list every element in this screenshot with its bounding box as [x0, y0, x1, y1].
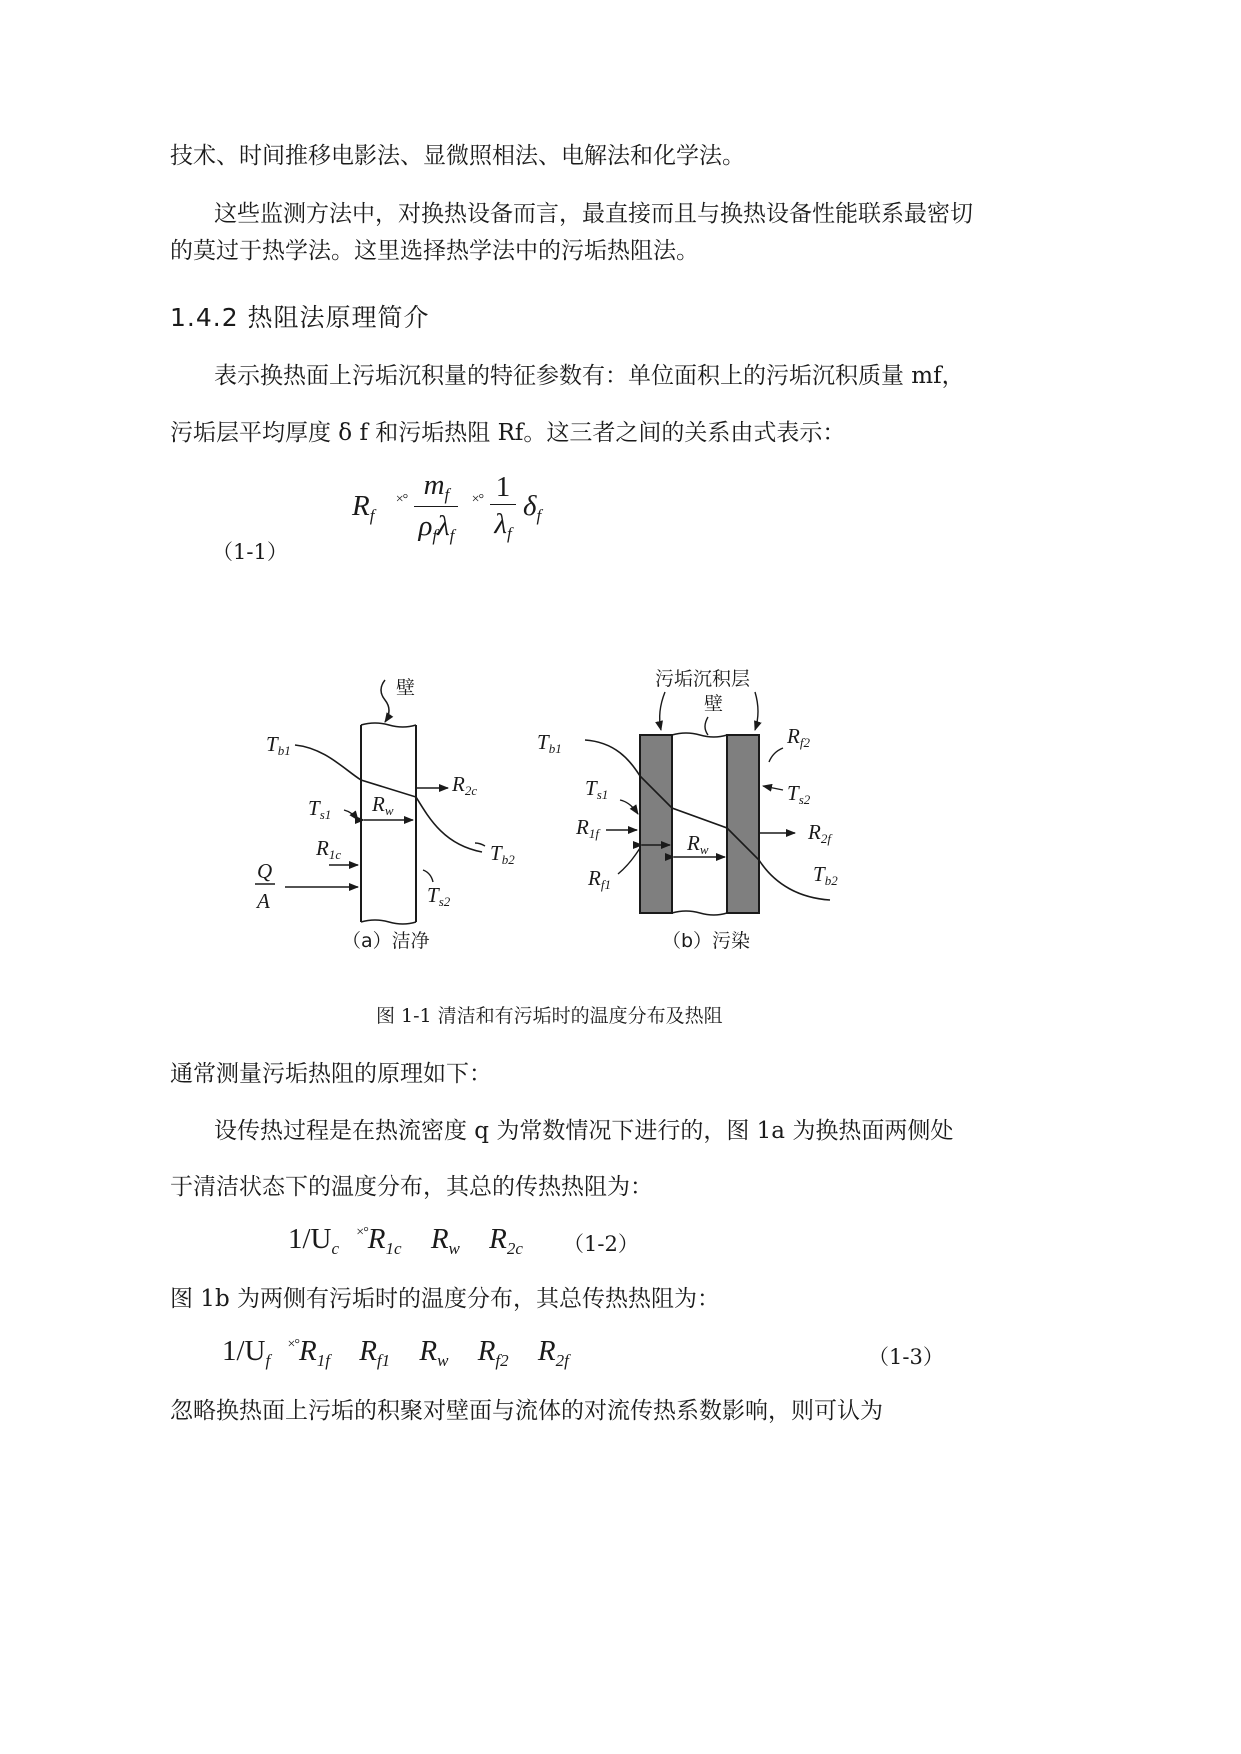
- figure-b-fouled: [537, 668, 838, 952]
- equation-1-3: $1/U_f$ $^{\times^\circ}R_{1f}$ $R_{f1}$ $R_w$ $R_{f2}$ $R_{2f}$: [222, 1335, 569, 1370]
- label-rw-a: Rw: [372, 792, 394, 818]
- label-r1c-a: R1c: [316, 836, 342, 862]
- paragraph-assumption: 忽略换热面上污垢的积聚对壁面与流体的对流传热系数影响，则可认为: [170, 1398, 883, 1424]
- paragraph-principle-intro: 通常测量污垢热阻的原理如下：: [170, 1061, 492, 1087]
- label-a-a: A: [257, 889, 270, 913]
- paragraph-clean-line2: 于清洁状态下的温度分布，其总的传热热阻为：: [170, 1174, 653, 1200]
- equation-1-2: $1/U_c$ $^{\times^\circ}R_{1c}$ $R_w$ $R_{2c}$: [288, 1223, 523, 1258]
- label-rf1-b: Rf1: [588, 866, 611, 892]
- label-r2c-a: R2c: [452, 772, 478, 798]
- equation-1-2-number: （1-2）: [563, 1232, 639, 1256]
- figure-temperature-distribution: [230, 660, 870, 960]
- label-wall-b: 壁: [704, 693, 724, 715]
- fouling-layer-right: [727, 735, 759, 913]
- paragraph-clean-line1: 设传热过程是在热流密度 q 为常数情况下进行的，图 1a 为换热面两侧处: [214, 1118, 954, 1144]
- figure-a-clean: [255, 677, 515, 952]
- label-ts1-a: Ts1: [308, 796, 332, 822]
- paragraph-parameters-line1: 表示换热面上污垢沉积量的特征参数有：单位面积上的污垢沉积质量 mf，: [214, 363, 965, 389]
- equation-1-1-number: （1-1）: [212, 540, 288, 564]
- paragraph-parameters-line2: 污垢层平均厚度 δ f 和污垢热阻 Rf。这三者之间的关系由式表示：: [170, 420, 846, 446]
- paragraph-methods-end: 技术、时间推移电影法、显微照相法、电解法和化学法。: [170, 143, 745, 169]
- label-r1f-b: R1f: [576, 815, 599, 841]
- subcaption-a: （a）洁净: [342, 930, 430, 952]
- equation-1-3-number: （1-3）: [868, 1345, 944, 1369]
- fouling-layer-left: [640, 735, 672, 913]
- label-ts1-b: Ts1: [585, 776, 609, 802]
- label-ts2-a: Ts2: [427, 883, 451, 909]
- label-ts2-b: Ts2: [787, 781, 811, 807]
- equation-1-1: $R_f$ ×° $\frac{m_f}{\rho_f\lambda_f}$ ×° $\frac{1}{\lambda_f}$ $\delta_f$: [352, 469, 542, 545]
- label-rf2-b: Rf2: [787, 724, 810, 750]
- label-r2f-b: R2f: [808, 820, 831, 846]
- label-rw-b: Rw: [687, 831, 709, 857]
- paragraph-fouled-intro: 图 1b 为两侧有污垢时的温度分布，其总传热热阻为：: [170, 1286, 720, 1312]
- paragraph-monitoring-line2: 的莫过于热学法。这里选择热学法中的污垢热阻法。: [170, 238, 699, 264]
- label-fouling-layer: 污垢沉积层: [655, 668, 751, 690]
- figure-caption: 图 1-1 清洁和有污垢时的温度分布及热阻: [376, 1005, 723, 1027]
- paragraph-monitoring-line1: 这些监测方法中，对换热设备而言，最直接而且与换热设备性能联系最密切: [214, 201, 973, 227]
- label-wall-a: 壁: [396, 677, 416, 699]
- label-tb2-b: Tb2: [813, 862, 838, 888]
- subcaption-b: （b）污染: [662, 930, 751, 952]
- label-q-a: Q: [257, 859, 273, 883]
- label-tb2-a: Tb2: [490, 841, 515, 867]
- label-tb1-b: Tb1: [537, 730, 562, 756]
- label-tb1-a: Tb1: [266, 732, 291, 758]
- temperature-curve-b: [585, 740, 830, 900]
- section-heading: 1.4.2 热阻法原理简介: [170, 303, 430, 332]
